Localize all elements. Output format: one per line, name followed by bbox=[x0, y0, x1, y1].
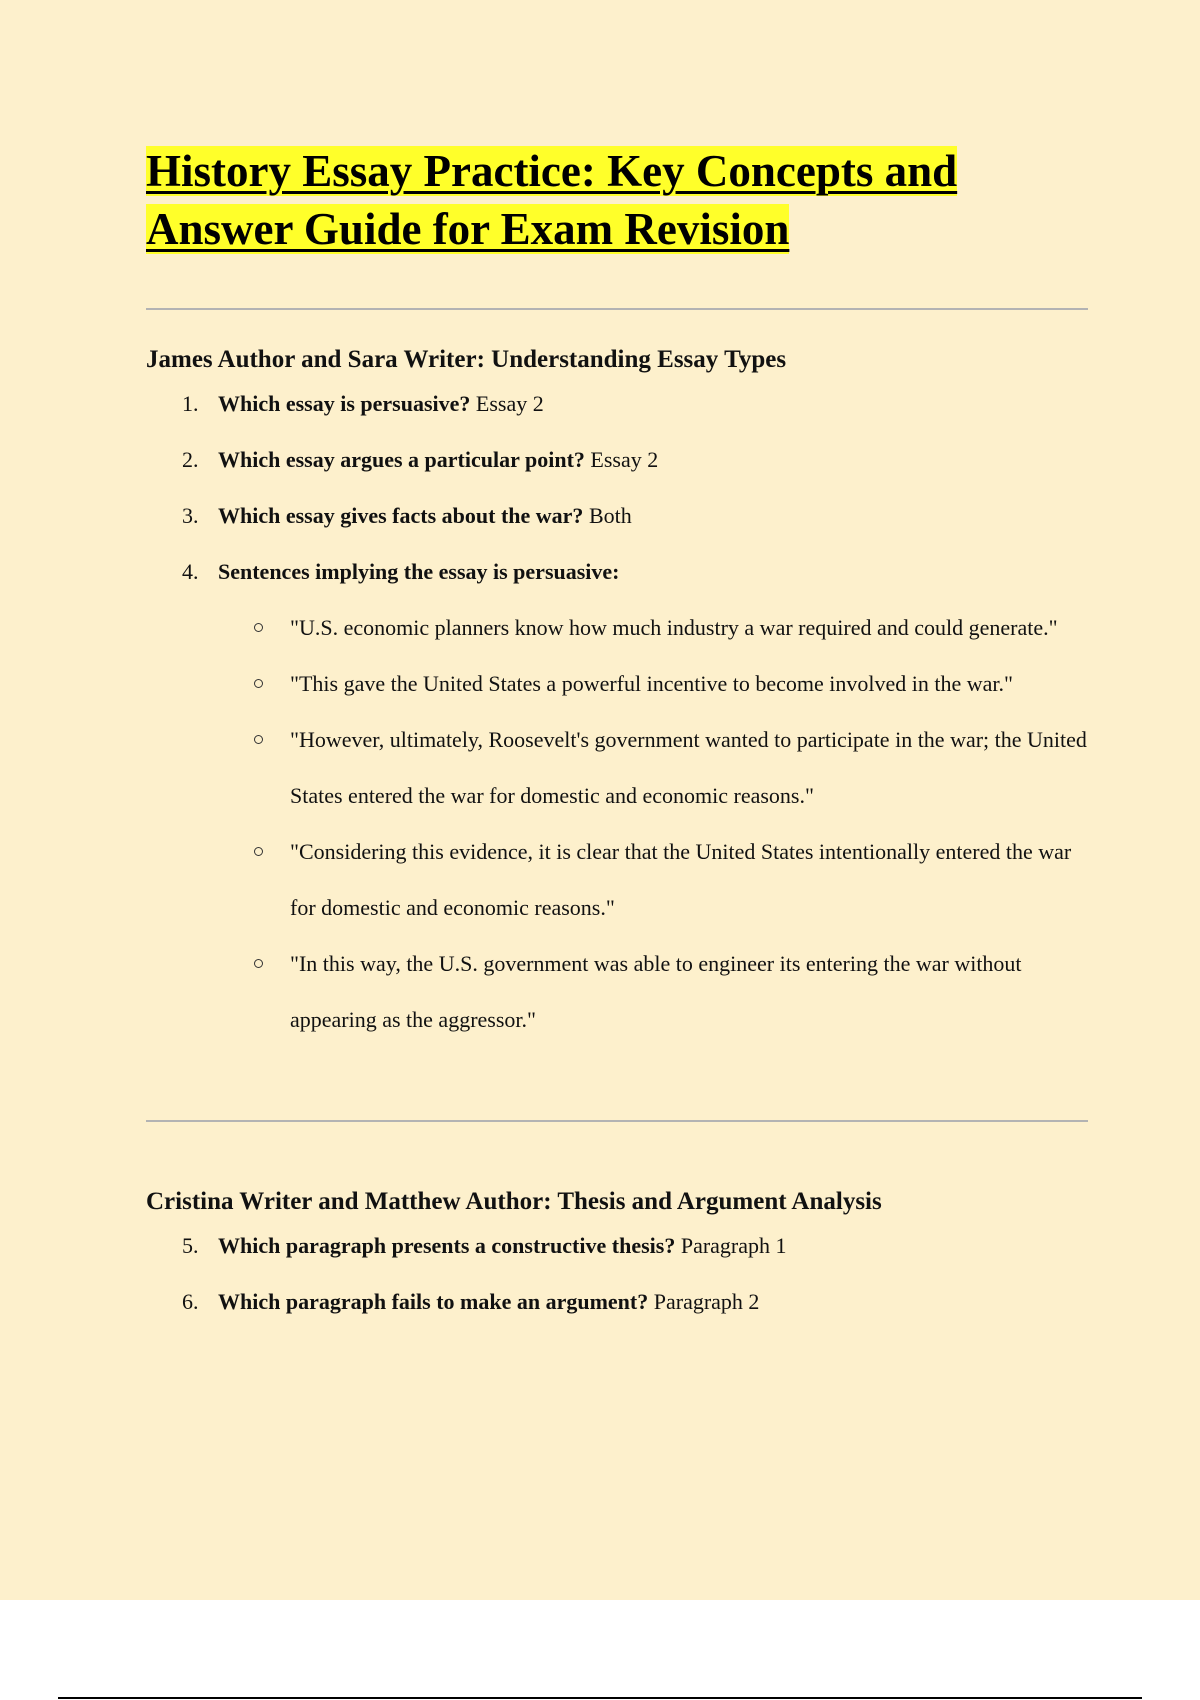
quote-text: "In this way, the U.S. government was able to engineer its entering the war without appearing as the aggressor." bbox=[290, 951, 1022, 1032]
document-content bbox=[146, 142, 1088, 1330]
page-title bbox=[146, 142, 1046, 258]
quote-item bbox=[218, 656, 1100, 712]
question-answer: Paragraph 2 bbox=[653, 1289, 760, 1314]
quote-text: "However, ultimately, Roosevelt's government wanted to participate in the war; the United States entered the war for domestic and economic reasons." bbox=[290, 727, 1087, 808]
question-text: Which paragraph fails to make an argument? bbox=[218, 1289, 649, 1314]
question-answer: Essay 2 bbox=[475, 391, 544, 416]
page-bottom-rule bbox=[58, 1697, 1142, 1699]
question-answer: Both bbox=[588, 503, 632, 528]
question-text: Which paragraph presents a constructive thesis? bbox=[218, 1233, 676, 1258]
question-text: Which essay argues a particular point? bbox=[218, 447, 585, 472]
quote-item bbox=[218, 824, 1100, 936]
quote-text: "U.S. economic planners know how much industry a war required and could generate." bbox=[290, 615, 1058, 640]
hollow-circle-bullet-icon bbox=[254, 623, 263, 632]
question-answer: Essay 2 bbox=[590, 447, 659, 472]
question-item bbox=[146, 544, 1088, 1048]
question-text: Which essay gives facts about the war? bbox=[218, 503, 584, 528]
question-number: 3. bbox=[182, 503, 199, 528]
question-item bbox=[146, 1218, 1088, 1274]
page-title-text: History Essay Practice: Key Concepts and Answer Guide for Exam Revision bbox=[146, 146, 958, 254]
question-number: 1. bbox=[182, 391, 199, 416]
question-number: 5. bbox=[182, 1233, 199, 1258]
quote-text: "Considering this evidence, it is clear that the United States intentionally entered the war for domestic and economic reasons." bbox=[290, 839, 1072, 920]
question-item bbox=[146, 488, 1088, 544]
question-text: Sentences implying the essay is persuasive: bbox=[218, 559, 620, 584]
quote-item bbox=[218, 936, 1100, 1048]
question-answer: Paragraph 1 bbox=[680, 1233, 787, 1258]
quote-list bbox=[218, 600, 1088, 1048]
hollow-circle-bullet-icon bbox=[254, 847, 263, 856]
question-number: 2. bbox=[182, 447, 199, 472]
hollow-circle-bullet-icon bbox=[254, 735, 263, 744]
quote-text: "This gave the United States a powerful incentive to become involved in the war." bbox=[290, 671, 1013, 696]
section-divider bbox=[146, 308, 1088, 310]
question-number: 6. bbox=[182, 1289, 199, 1314]
question-list bbox=[146, 376, 1088, 1048]
quote-item bbox=[218, 600, 1100, 656]
hollow-circle-bullet-icon bbox=[254, 679, 263, 688]
question-number: 4. bbox=[182, 559, 199, 584]
question-list bbox=[146, 1218, 1088, 1330]
question-item bbox=[146, 376, 1088, 432]
quote-item bbox=[218, 712, 1100, 824]
section-divider bbox=[146, 1120, 1088, 1122]
section-heading-essay-types: James Author and Sara Writer: Understanding Essay Types bbox=[146, 346, 787, 373]
question-item bbox=[146, 1274, 1088, 1330]
question-item bbox=[146, 432, 1088, 488]
hollow-circle-bullet-icon bbox=[254, 959, 263, 968]
section-heading-thesis-analysis: Cristina Writer and Matthew Author: Thesis and Argument Analysis bbox=[146, 1188, 882, 1215]
question-text: Which essay is persuasive? bbox=[218, 391, 471, 416]
